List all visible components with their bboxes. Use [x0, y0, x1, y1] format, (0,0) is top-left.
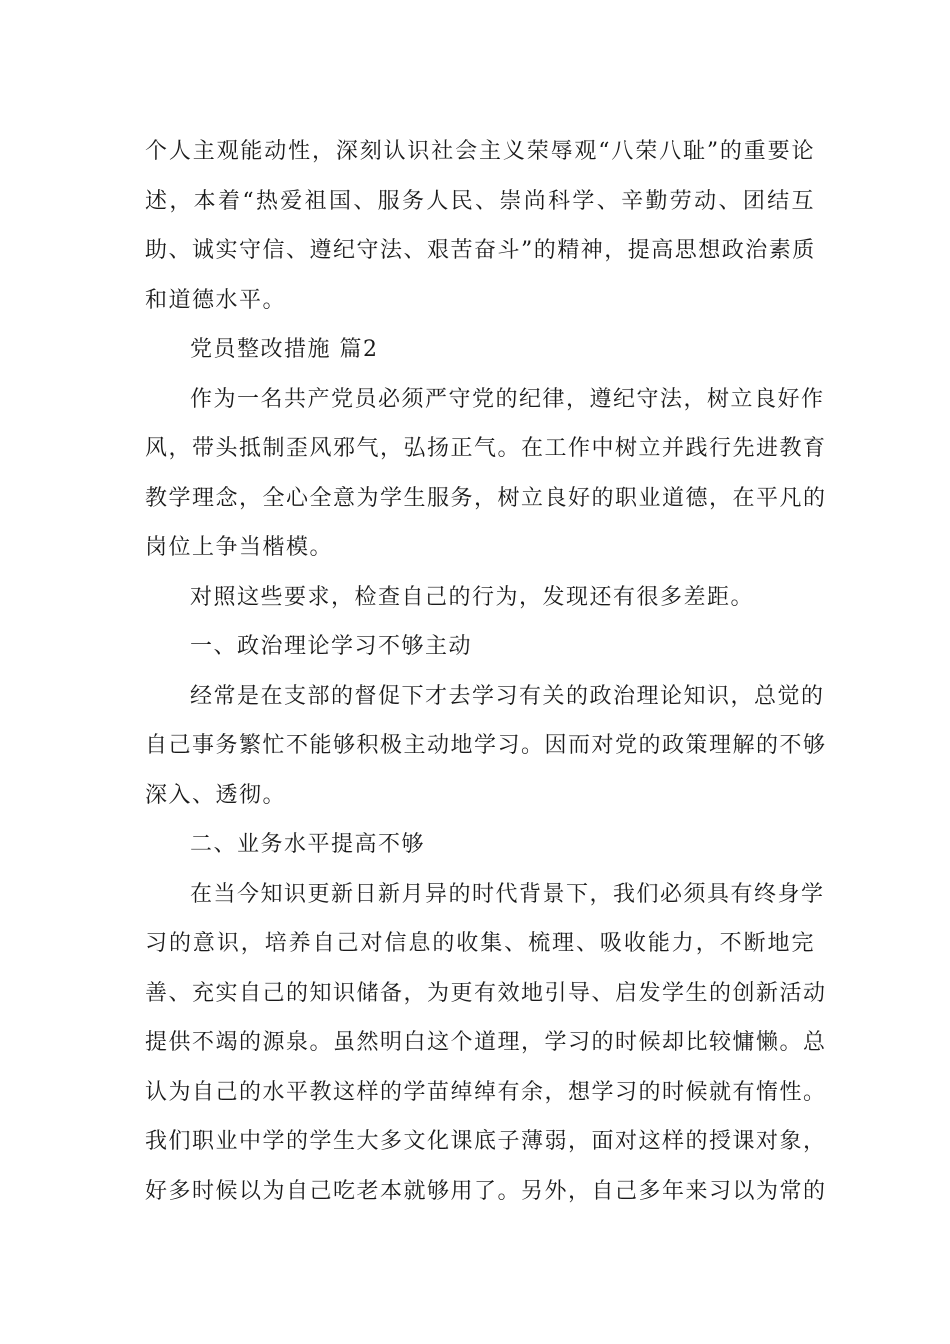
paragraph-line: 认为自己的水平教这样的学苗绰绰有余，想学习的时候就有惰性。 — [145, 1080, 827, 1105]
paragraph-line: 对照这些要求，检查自己的行为，发现还有很多差距。 — [190, 585, 755, 610]
paragraph-line: 自己事务繁忙不能够积极主动地学习。因而对党的政策理解的不够 — [145, 733, 827, 758]
subsection-heading: 一、政治理论学习不够主动 — [190, 634, 473, 659]
paragraph-line: 我们职业中学的学生大多文化课底子薄弱，面对这样的授课对象， — [145, 1129, 827, 1154]
paragraph-line: 好多时候以为自己吃老本就够用了。另外，自己多年来习以为常的 — [145, 1179, 827, 1204]
paragraph-line: 习的意识，培养自己对信息的收集、梳理、吸收能力，不断地完 — [145, 931, 815, 956]
paragraph-line: 深入、透彻。 — [145, 783, 287, 808]
paragraph-line: 教学理念，全心全意为学生服务，树立良好的职业道德，在平凡的 — [145, 486, 827, 511]
paragraph-line: 在当今知识更新日新月异的时代背景下，我们必须具有终身学 — [190, 882, 825, 907]
paragraph-line: 提供不竭的源泉。虽然明白这个道理，学习的时候却比较慵懒。总 — [145, 1030, 827, 1055]
paragraph-line: 风，带头抵制歪风邪气，弘扬正气。在工作中树立并践行先进教育 — [145, 436, 827, 461]
paragraph-line: 助、诚实守信、遵纪守法、艰苦奋斗”的精神，提高思想政治素质 — [145, 238, 816, 263]
subsection-heading: 二、业务水平提高不够 — [190, 832, 426, 857]
paragraph-line: 善、充实自己的知识储备，为更有效地引导、启发学生的创新活动 — [145, 981, 827, 1006]
section-heading: 党员整改措施 篇2 — [190, 337, 379, 362]
paragraph-line: 和道德水平。 — [145, 288, 287, 313]
paragraph-line: 个人主观能动性，深刻认识社会主义荣辱观“八荣八耻”的重要论 — [145, 139, 815, 164]
paragraph-line: 岗位上争当楷模。 — [145, 535, 334, 560]
paragraph-line: 经常是在支部的督促下才去学习有关的政治理论知识，总觉的 — [190, 684, 825, 709]
paragraph-line: 作为一名共产党员必须严守党的纪律，遵纪守法，树立良好作 — [190, 387, 825, 412]
paragraph-line: 述，本着“热爱祖国、服务人民、崇尚科学、辛勤劳动、团结互 — [145, 189, 815, 214]
